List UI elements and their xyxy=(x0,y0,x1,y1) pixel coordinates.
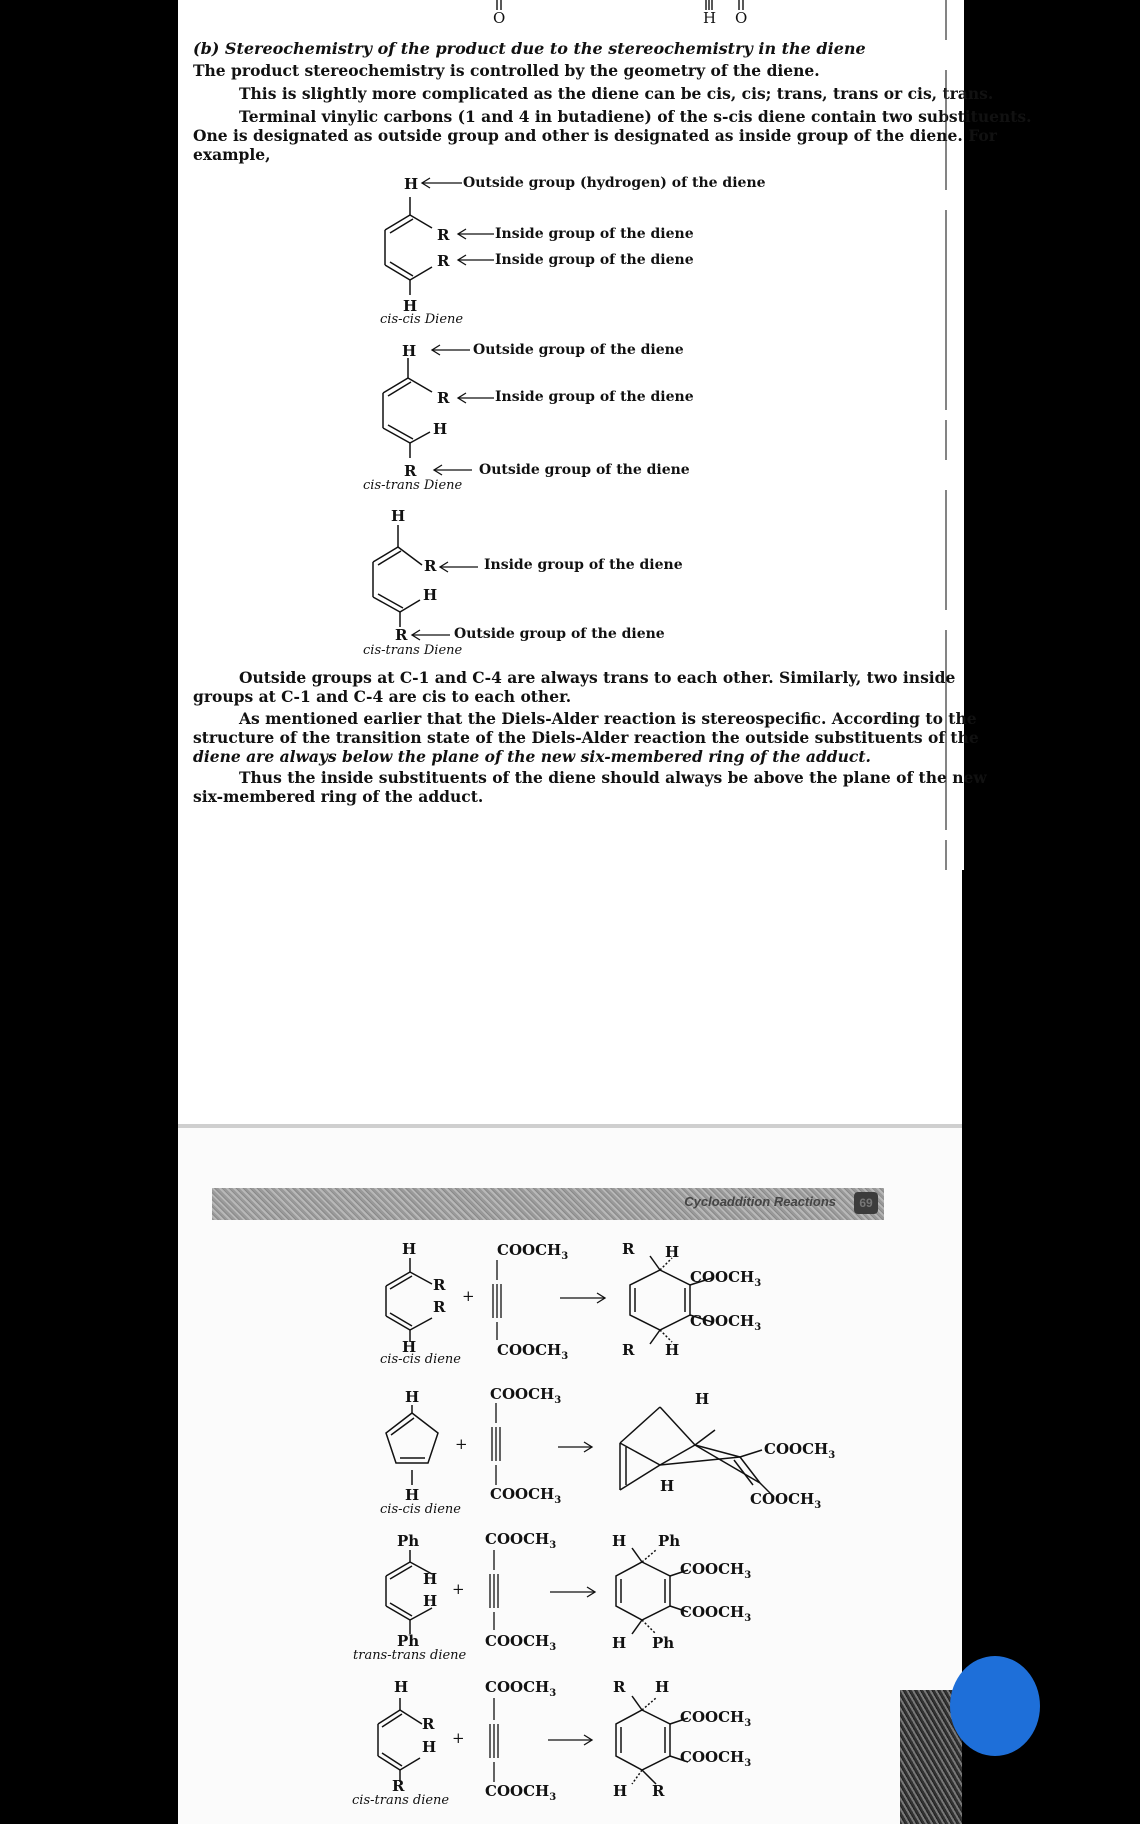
diene1-label-outside: Outside group (hydrogen) of the diene xyxy=(463,175,766,191)
paragraph-1: The product stereochemistry is controlled by the geometry of the diene. xyxy=(193,61,820,80)
diene2-r1: R xyxy=(437,389,450,407)
rxn1-dienophile-bottom: $COOCH_3$ xyxy=(497,1341,569,1362)
rxn4-prod-ester-1: $COOCH_3$ xyxy=(680,1708,752,1729)
diene1-top-h: H xyxy=(404,175,419,193)
diene2-label-outside-top: Outside group of the diene xyxy=(473,342,684,358)
rxn2-prod-ester-1: $COOCH_3$ xyxy=(764,1440,836,1461)
diene1-bottom-h: H xyxy=(403,297,418,315)
rxn3-diene-caption: trans-trans diene xyxy=(353,1648,467,1663)
rxn1-prod-r-top: R xyxy=(622,1240,635,1258)
floating-action-button[interactable] xyxy=(950,1656,1040,1756)
diene1-r1: R xyxy=(437,226,450,244)
banner-title: Cycloaddition Reactions xyxy=(684,1194,836,1209)
rxn2-dienophile-top: $COOCH_3$ xyxy=(490,1385,562,1406)
paragraph-2: This is slightly more complicated as the diene can be cis, cis; trans, trans or cis, trans. xyxy=(239,84,994,103)
rxn2-prod-h-2: H xyxy=(660,1477,675,1495)
diene3-r1: R xyxy=(424,557,437,575)
section-heading: (b) Stereochemistry of the product due to the stereochemistry in the diene xyxy=(193,39,866,58)
rxn3-prod-ph-top: Ph xyxy=(658,1532,681,1550)
rxn2-dienophile-bottom: $COOCH_3$ xyxy=(490,1485,562,1506)
rxn1-dienophile-top: $COOCH_3$ xyxy=(497,1241,569,1262)
rxn4-prod-r-bottom: R xyxy=(652,1782,665,1800)
page-header-banner xyxy=(212,1188,884,1220)
diene2-label-outside-bottom: Outside group of the diene xyxy=(479,462,690,478)
diene1-label-inside-1: Inside group of the diene xyxy=(495,226,694,242)
paragraph-6-line-1: Thus the inside substituents of the diene should always be above the plane of the new xyxy=(239,768,987,787)
rxn1-diene-h-top: H xyxy=(402,1240,417,1258)
diene3-top-h: H xyxy=(391,507,406,525)
rxn1-prod-ester-2: $COOCH_3$ xyxy=(690,1312,762,1333)
diene1-r2: R xyxy=(437,252,450,270)
rxn1-diene-caption: cis-cis diene xyxy=(380,1352,461,1367)
paragraph-4-line-1: Outside groups at C-1 and C-4 are always trans to each other. Similarly, two inside xyxy=(239,668,956,687)
fragment-hydrogen: H xyxy=(703,9,717,27)
rxn1-prod-h-bottom: H xyxy=(665,1341,680,1359)
rxn1-prod-ester-1: $COOCH_3$ xyxy=(690,1268,762,1289)
diene2-label-inside: Inside group of the diene xyxy=(495,389,694,405)
diene1-label-inside-2: Inside group of the diene xyxy=(495,252,694,268)
diene3-label-outside: Outside group of the diene xyxy=(454,626,665,642)
rxn4-diene-r1: R xyxy=(422,1715,435,1733)
rxn4-prod-h-bottom: H xyxy=(613,1782,628,1800)
rxn4-diene-h-top: H xyxy=(394,1678,409,1696)
paragraph-6-line-2: six-membered ring of the adduct. xyxy=(193,787,484,806)
rxn2-prod-ester-2: $COOCH_3$ xyxy=(750,1490,822,1511)
rxn1-diene-r2: R xyxy=(433,1298,446,1316)
rxn1-prod-h-top: H xyxy=(665,1243,680,1261)
fragment-oxygen-2: O xyxy=(735,9,748,27)
rxn4-prod-ester-2: $COOCH_3$ xyxy=(680,1748,752,1769)
paragraph-3-line-2: One is designated as outside group and other is designated as inside group of the diene. For xyxy=(193,126,997,145)
rxn3-prod-ester-1: $COOCH_3$ xyxy=(680,1560,752,1581)
rxn4-prod-h-top: H xyxy=(655,1678,670,1696)
diene2-caption: cis-trans Diene xyxy=(363,478,463,493)
paragraph-3-line-3: example, xyxy=(193,145,271,164)
rxn4-plus: + xyxy=(452,1729,465,1747)
rxn3-dienophile-bottom: $COOCH_3$ xyxy=(485,1632,557,1653)
rxn2-diene-h-bottom: H xyxy=(405,1486,420,1504)
rxn2-diene-caption: cis-cis diene xyxy=(380,1502,461,1517)
banner-page-number: 69 xyxy=(854,1192,878,1214)
rxn1-plus: + xyxy=(462,1287,475,1305)
rxn3-dienophile-top: $COOCH_3$ xyxy=(485,1530,557,1551)
fragment-oxygen: O xyxy=(493,9,506,27)
margin-marks xyxy=(940,0,960,880)
rxn3-prod-ph-bottom: Ph xyxy=(652,1634,675,1652)
top-fragment-bonds xyxy=(0,0,1140,40)
rxn3-diene-h2: H xyxy=(423,1592,438,1610)
rxn1-diene-h-bottom: H xyxy=(402,1338,417,1356)
rxn3-diene-h1: H xyxy=(423,1570,438,1588)
rxn3-plus: + xyxy=(452,1580,465,1598)
rxn4-diene-r-bottom: R xyxy=(392,1777,405,1795)
diene3-caption: cis-trans Diene xyxy=(363,643,463,658)
diene3-bottom-r: R xyxy=(395,626,408,644)
rxn2-plus: + xyxy=(455,1435,468,1453)
diene3-h2: H xyxy=(423,586,438,604)
rxn3-prod-ester-2: $COOCH_3$ xyxy=(680,1603,752,1624)
paragraph-5-line-2: structure of the transition state of the Diels-Alder reaction the outside substituents of the xyxy=(193,728,979,747)
paragraph-3-line-1: Terminal vinylic carbons (1 and 4 in butadiene) of the s-cis diene contain two substituents. xyxy=(239,107,1032,126)
diene1-caption: cis-cis Diene xyxy=(380,312,464,327)
rxn3-diene-ph-top: Ph xyxy=(397,1532,420,1550)
rxn4-prod-r-top: R xyxy=(613,1678,626,1696)
rxn2-prod-h-1: H xyxy=(695,1390,710,1408)
paragraph-4-line-2: groups at C-1 and C-4 are cis to each other. xyxy=(193,687,572,706)
rxn4-diene-h2: H xyxy=(422,1738,437,1756)
rxn4-dienophile-top: $COOCH_3$ xyxy=(485,1678,557,1699)
rxn3-diene-ph-bottom: Ph xyxy=(397,1632,420,1650)
rxn1-diene-r1: R xyxy=(433,1276,446,1294)
rxn4-diene-caption: cis-trans diene xyxy=(352,1793,450,1808)
diene2-bottom-r: R xyxy=(404,462,417,480)
rxn1-prod-r-bottom: R xyxy=(622,1341,635,1359)
rxn3-prod-h-bottom: H xyxy=(612,1634,627,1652)
paragraph-5-line-1: As mentioned earlier that the Diels-Alder reaction is stereospecific. According to the xyxy=(239,709,977,728)
rxn4-dienophile-bottom: $COOCH_3$ xyxy=(485,1782,557,1803)
diene3-label-inside: Inside group of the diene xyxy=(484,557,683,573)
diene2-h2: H xyxy=(433,420,448,438)
paragraph-5-line-3: diene are always below the plane of the new six-membered ring of the adduct. xyxy=(193,747,871,766)
rxn3-prod-h-top: H xyxy=(612,1532,627,1550)
rxn2-diene-h-top: H xyxy=(405,1388,420,1406)
diene2-top-h: H xyxy=(402,342,417,360)
